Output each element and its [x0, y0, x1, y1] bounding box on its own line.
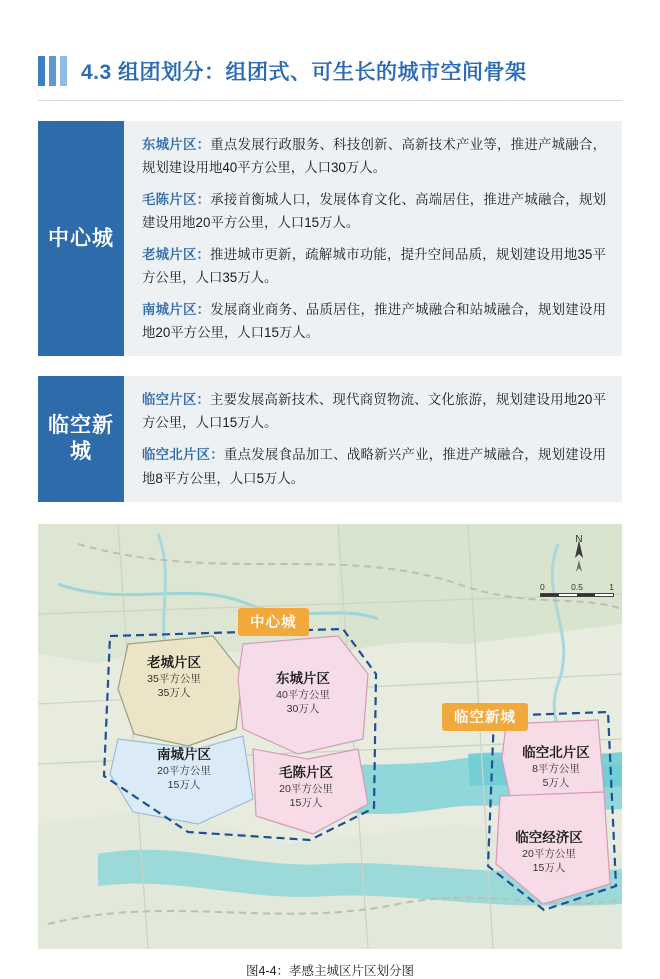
- block-body-airport-new-city: [124, 376, 622, 501]
- district-name: 老城片区：: [142, 247, 211, 263]
- map-tag-airport-new-city: 临空新城: [442, 703, 528, 731]
- map-label-nancheng: 南城片区 20平方公里 15万人: [157, 746, 211, 791]
- list-item: [142, 188, 606, 234]
- district-name: 南城片区：: [142, 302, 211, 318]
- compass-north-label: N: [575, 533, 583, 545]
- map-label-laocheng: 老城片区 35平方公里 35万人: [147, 654, 201, 699]
- figure-caption: 图4-4：孝感主城区片区划分图: [245, 963, 415, 978]
- map-label-dongcheng: 东城片区 40平方公里 30万人: [276, 670, 330, 715]
- list-item: [142, 133, 606, 179]
- list-item: [142, 388, 606, 434]
- map-graphic: [38, 524, 622, 949]
- district-name: 毛陈片区：: [142, 192, 211, 208]
- block-body-center-city: [124, 121, 622, 356]
- map-tag-center-city: 中心城: [238, 608, 309, 636]
- district-name: 临空片区：: [142, 392, 211, 408]
- block-center-city: [38, 121, 622, 356]
- page-header: [38, 0, 622, 90]
- list-item: [142, 298, 606, 344]
- list-item: [142, 243, 606, 289]
- district-desc: 推进城市更新，疏解城市功能，提升空间品质，规划建设用地35平方公里，人口35万人。: [142, 247, 606, 286]
- district-desc: 承接首衡城人口，发展体育文化、高端居住，推进产城融合，规划建设用地20平方公里，人口15万人。: [142, 192, 607, 231]
- district-desc: 重点发展食品加工、战略新兴产业，推进产城融合，规划建设用地8平方公里，人口5万人。: [142, 447, 607, 486]
- scale-tick-2: 1: [609, 581, 614, 592]
- block-label-airport-new-city: 临空新城: [38, 376, 124, 501]
- district-desc: 重点发展行政服务、科技创新、高新技术产业等，推进产城融合，规划建设用地40平方公里，人口30万人。: [142, 137, 607, 176]
- district-name: 临空北片区：: [142, 447, 224, 463]
- map-label-linkongbei: 临空北片区 8平方公里 5万人: [522, 744, 590, 789]
- scale-tick-1: 0.5: [571, 581, 583, 592]
- list-item: [142, 443, 606, 489]
- scale-tick-0: 0: [540, 581, 545, 592]
- block-label-center-city: 中心城: [38, 121, 124, 356]
- block-airport-new-city: [38, 376, 622, 501]
- compass-icon: [552, 534, 606, 545]
- district-desc: 主要发展高新技术、现代商贸物流、文化旅游，规划建设用地20平方公里，人口15万人。: [142, 392, 606, 431]
- district-name: 东城片区：: [142, 137, 211, 152]
- district-map: [38, 524, 622, 949]
- header-accent-bars-icon: [38, 56, 67, 86]
- map-scale-bar: [540, 582, 614, 597]
- header-divider: [38, 100, 622, 101]
- district-desc: 发展商业商务、品质居住，推进产城融合和站城融合，规划建设用地20平方公里，人口15万人。: [142, 302, 607, 341]
- map-label-maochen: 毛陈片区 20平方公里 15万人: [279, 764, 333, 809]
- page-title: 4.3 组团划分：组团式、可生长的城市空间骨架: [81, 61, 527, 84]
- map-label-linkongjingji: 临空经济区 20平方公里 15万人: [515, 829, 583, 874]
